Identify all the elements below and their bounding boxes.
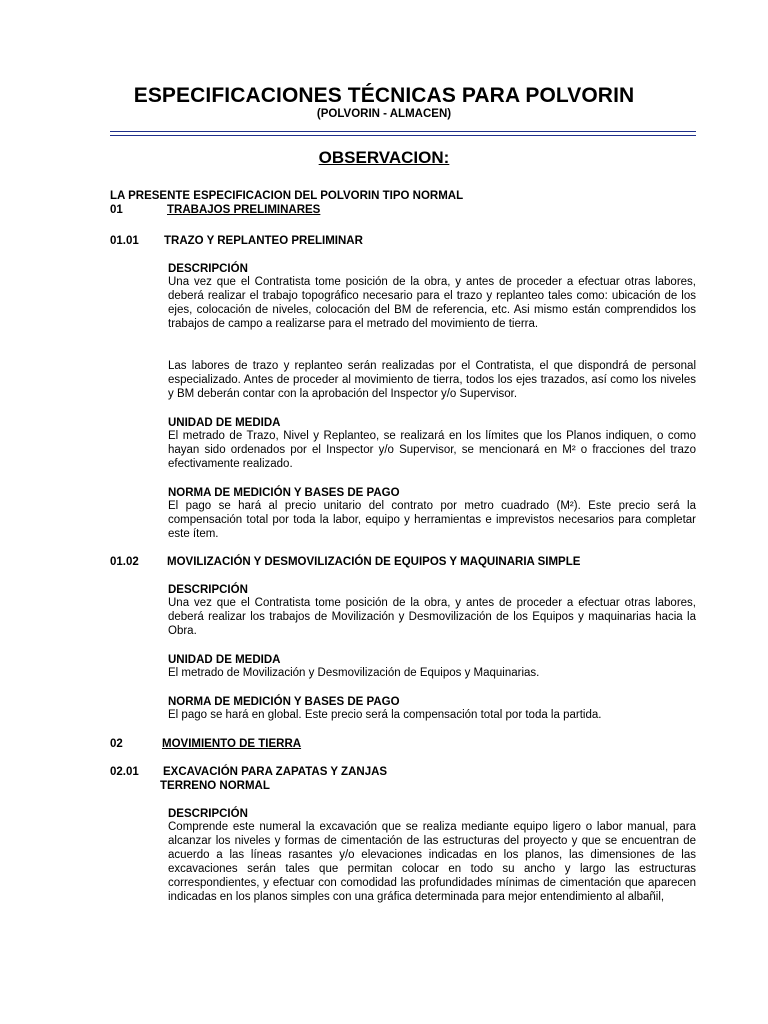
- section-0102-title: MOVILIZACIÓN Y DESMOVILIZACIÓN DE EQUIPOS Y MAQUINARIA SIMPLE: [167, 556, 581, 568]
- s0101-unidad-heading: UNIDAD DE MEDIDA: [168, 417, 281, 429]
- s0101-norma-heading: NORMA DE MEDICIÓN Y BASES DE PAGO: [168, 487, 400, 499]
- section-01-title: TRABAJOS PRELIMINARES: [167, 204, 321, 216]
- s0101-descripcion-heading: DESCRIPCIÓN: [168, 263, 248, 275]
- document-subtitle: (POLVORIN - ALMACEN): [316, 108, 452, 120]
- intro-line: LA PRESENTE ESPECIFICACION DEL POLVORIN TIPO NORMAL: [110, 190, 464, 202]
- section-0101-title: TRAZO Y REPLANTEO PRELIMINAR: [164, 235, 363, 247]
- section-02-number: 02: [110, 738, 123, 750]
- s0201-descripcion-heading: DESCRIPCIÓN: [168, 808, 248, 820]
- s0102-descripcion-paragraph: Una vez que el Contratista tome posición de la obra, y antes de proceder a efectuar otras labores, deberá realizar los trabajos de Movilización y Desmovilización de los Equipos y maquinarias hacia la Obra.: [168, 597, 696, 637]
- section-02-title: MOVIMIENTO DE TIERRA: [162, 738, 302, 750]
- section-0201-subtitle: TERRENO NORMAL: [160, 780, 270, 792]
- section-0101-number: 01.01: [110, 235, 139, 247]
- title-divider-top: [110, 131, 696, 132]
- s0102-descripcion-heading: DESCRIPCIÓN: [168, 584, 248, 596]
- section-0201-number: 02.01: [110, 766, 139, 778]
- s0102-norma-paragraph: El pago se hará en global. Este precio será la compensación total por toda la partida.: [168, 709, 602, 721]
- s0102-norma-heading: NORMA DE MEDICIÓN Y BASES DE PAGO: [168, 696, 400, 708]
- observacion-heading: OBSERVACION:: [318, 148, 450, 167]
- section-01-number: 01: [110, 204, 123, 216]
- s0102-unidad-paragraph: El metrado de Movilización y Desmovilización de Equipos y Maquinarias.: [168, 667, 540, 679]
- s0101-norma-paragraph: El pago se hará al precio unitario del contrato por metro cuadrado (M²). Este precio será la compensación total por toda la labor, equipo y herramientas e imprevistos necesarios para completar este ítem.: [168, 500, 696, 540]
- document-title: ESPECIFICACIONES TÉCNICAS PARA POLVORIN: [133, 84, 635, 107]
- section-0102-number: 01.02: [110, 556, 139, 568]
- section-0201-title: EXCAVACIÓN PARA ZAPATAS Y ZANJAS: [163, 766, 388, 778]
- s0101-descripcion-paragraph-2: Las labores de trazo y replanteo serán realizadas por el Contratista, el que dispondrá de personal especializado. Antes de proceder al movimiento de tierra, todos los ejes trazados, así como los niveles y BM deberán contar con la aprobación del Inspector y/o Supervisor.: [168, 360, 696, 400]
- s0102-unidad-heading: UNIDAD DE MEDIDA: [168, 654, 281, 666]
- title-divider-bottom: [110, 135, 696, 136]
- s0101-descripcion-paragraph-1: Una vez que el Contratista tome posición de la obra, y antes de proceder a efectuar otras labores, deberá realizar el trabajo topográfico necesario para el trazo y replanteo tales como: ubicación de los ejes, colocación de niveles, colocación del BM de referencia, etc. Asi mismo están comprendidos los trabajos de campo a realizarse para el metrado del movimiento de tierra.: [168, 276, 696, 330]
- s0201-descripcion-paragraph: Comprende este numeral la excavación que se realiza mediante equipo ligero o labor manual, para alcanzar los niveles y formas de cimentación de las estructuras del proyecto y que se encuentran de acuerdo a las líneas rasantes y/o elevaciones indicadas en los planos, las dimensiones de las excavaciones serán tales que permitan colocar en todo su ancho y largo las estructuras correspondientes, y efectuar con comodidad las profundidades mínimas de cimentación que aparecen indicadas en los planos simples con una gráfica determinada para mejor entendimiento al albañil,: [168, 821, 696, 903]
- s0101-unidad-paragraph: El metrado de Trazo, Nivel y Replanteo, se realizará en los límites que los Planos indiquen, o como hayan sido ordenados por el Inspector y/o Supervisor, se mencionará en M² o fracciones del trazo efectivamente realizado.: [168, 430, 696, 470]
